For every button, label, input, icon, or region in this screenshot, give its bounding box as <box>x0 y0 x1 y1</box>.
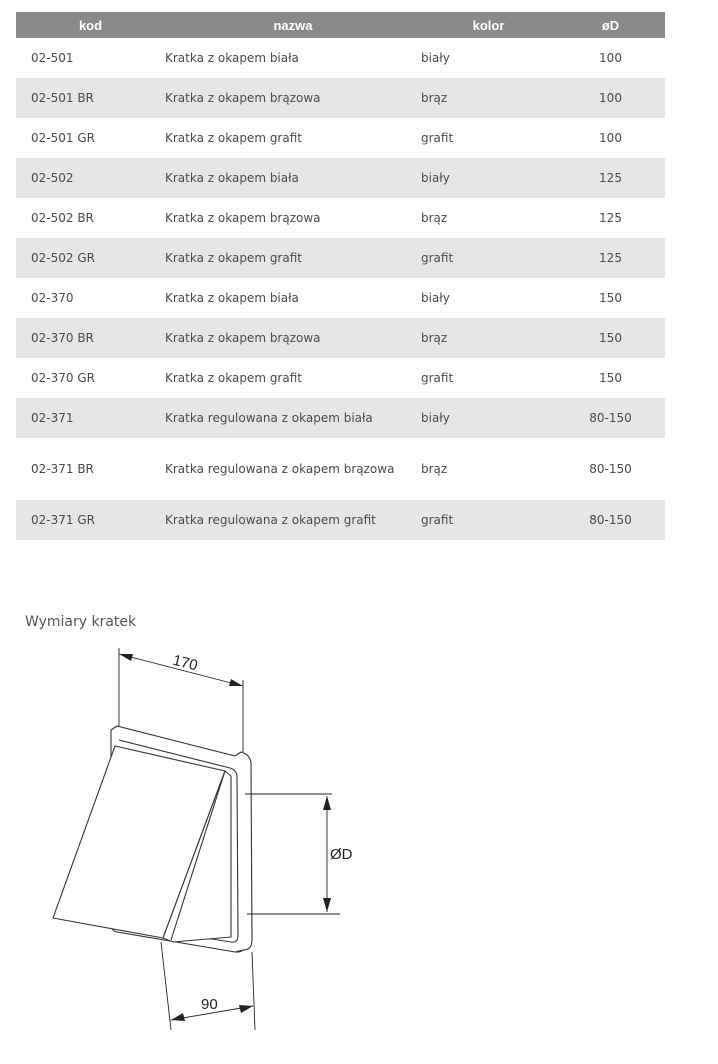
cell-kolor: brąz <box>421 78 556 118</box>
cell-nazwa: Kratka z okapem grafit <box>165 370 302 385</box>
cell-kod: 02-501 <box>31 51 74 65</box>
header-kolor: kolor <box>421 12 556 38</box>
cell-kolor: biały <box>421 398 556 438</box>
table-row <box>16 278 665 318</box>
cell-nazwa: Kratka z okapem grafit <box>165 238 421 278</box>
table-row <box>16 238 665 278</box>
product-table <box>16 12 665 540</box>
cell-nazwa: Kratka z okapem brązowa <box>165 78 421 118</box>
dim-170-label: 170 <box>170 651 200 675</box>
header-nazwa: nazwa <box>165 12 421 38</box>
cell-kolor: grafit <box>421 371 454 385</box>
table-row <box>16 358 665 398</box>
cell-kolor: biały <box>421 51 450 65</box>
cell-diameter: 125 <box>556 238 665 278</box>
dim-170-arrow-right <box>229 679 243 686</box>
dim-170-arrow-left <box>119 654 133 661</box>
cell-kod: 02-371 <box>16 398 165 438</box>
dim-90-ext-left <box>161 942 171 1030</box>
cell-nazwa: Kratka z okapem brązowa <box>165 210 321 225</box>
grille-dimension-drawing <box>25 640 385 1035</box>
cell-kolor: brąz <box>421 211 448 225</box>
cell-kod: 02-371 GR <box>16 500 165 540</box>
dim-od-label: ØD <box>330 846 353 863</box>
cell-kolor: biały <box>421 291 450 305</box>
cell-nazwa: Kratka regulowana z okapem biała <box>165 398 421 438</box>
table-row <box>16 438 665 500</box>
cell-kod: 02-502 <box>16 158 165 198</box>
cell-kod: 02-502 GR <box>16 238 165 278</box>
table-row <box>16 398 665 438</box>
cell-nazwa: Kratka z okapem brązowa <box>165 318 421 358</box>
cell-kolor: brąz <box>421 318 556 358</box>
header-diameter: øD <box>556 12 665 38</box>
dim-od-arrow-top <box>323 796 331 810</box>
cell-kod: 02-370 BR <box>16 318 165 358</box>
cell-diameter: 100 <box>599 131 622 145</box>
cell-diameter: 150 <box>599 371 622 385</box>
cell-diameter: 125 <box>599 211 622 225</box>
cell-kolor: brąz <box>421 462 448 476</box>
table-row <box>16 500 665 540</box>
cell-diameter: 100 <box>556 78 665 118</box>
table-header-row <box>16 12 665 38</box>
table-row <box>16 38 665 78</box>
header-kod: kod <box>16 12 165 38</box>
cell-diameter: 150 <box>599 291 622 305</box>
table-row <box>16 118 665 158</box>
dimensions-title: Wymiary kratek <box>25 614 137 630</box>
table-row <box>16 198 665 238</box>
cell-diameter: 125 <box>556 158 665 198</box>
table-row <box>16 158 665 198</box>
cell-diameter: 80-150 <box>556 398 665 438</box>
table-row <box>16 78 665 118</box>
dim-90-ext-right <box>252 952 255 1030</box>
dim-90-label: 90 <box>201 996 218 1013</box>
cell-diameter: 100 <box>599 51 622 65</box>
cell-nazwa: Kratka regulowana z okapem brązowa <box>165 461 395 476</box>
cell-nazwa: Kratka z okapem biała <box>165 290 299 305</box>
cell-kolor: grafit <box>421 500 556 540</box>
cell-kolor: grafit <box>421 238 556 278</box>
cell-kod: 02-501 BR <box>16 78 165 118</box>
cell-kod: 02-371 BR <box>31 462 94 476</box>
cell-nazwa: Kratka z okapem biała <box>165 50 299 65</box>
dim-90-arrow-left <box>171 1013 185 1021</box>
cell-nazwa: Kratka z okapem grafit <box>165 130 302 145</box>
cell-nazwa: Kratka regulowana z okapem grafit <box>165 500 421 540</box>
cell-diameter: 80-150 <box>556 500 665 540</box>
cell-diameter: 150 <box>556 318 665 358</box>
cell-nazwa: Kratka z okapem biała <box>165 158 421 198</box>
cell-kod: 02-502 BR <box>31 211 94 225</box>
cell-kolor: biały <box>421 158 556 198</box>
cell-kod: 02-501 GR <box>31 131 95 145</box>
cell-diameter: 80-150 <box>589 462 632 476</box>
table-row <box>16 318 665 358</box>
cell-kod: 02-370 GR <box>31 371 95 385</box>
dim-od-arrow-bottom <box>323 898 331 912</box>
cell-kod: 02-370 <box>31 291 74 305</box>
dim-90-arrow-right <box>239 1005 253 1013</box>
cell-kolor: grafit <box>421 131 454 145</box>
